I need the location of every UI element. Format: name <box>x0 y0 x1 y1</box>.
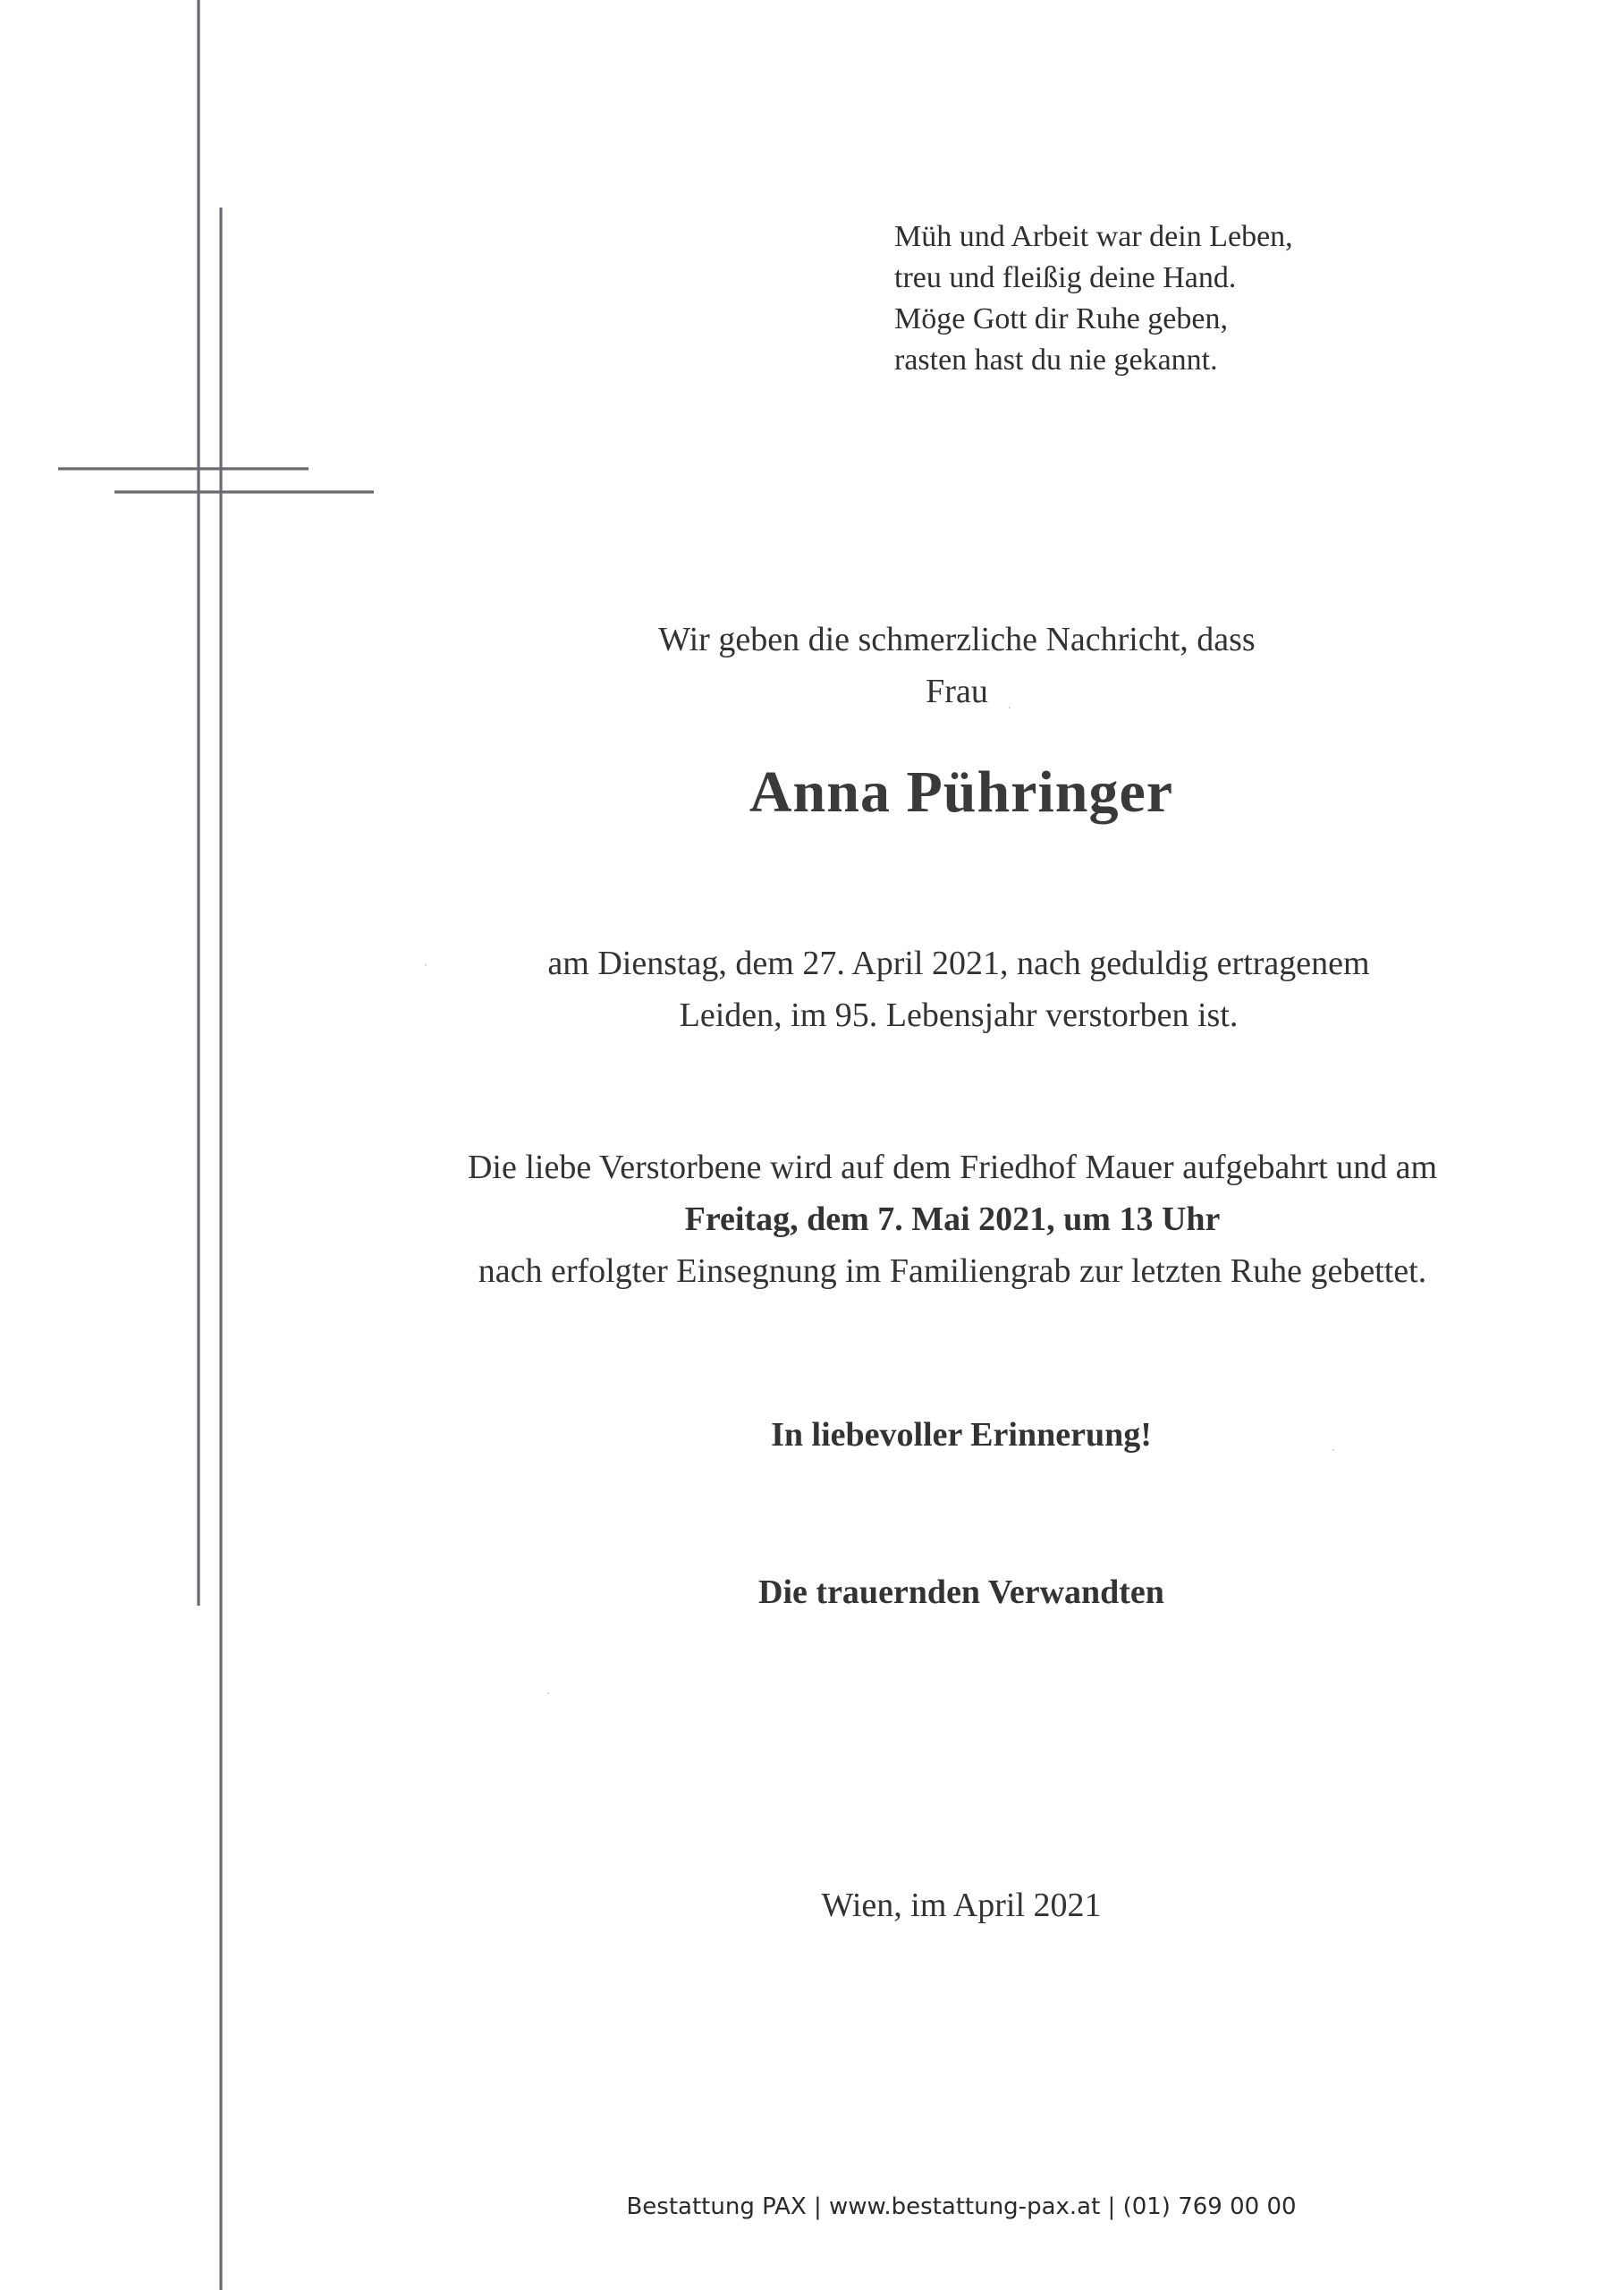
intro <box>0 614 1624 717</box>
funeral-details <box>0 1141 1624 1297</box>
funeral-home-footer: Bestattung PAX | www.bestattung-pax.at | (01) 769 00 00 <box>626 2193 1297 2220</box>
funeral-line: nach erfolgter Einsegnung im Familiengrab zur letzten Ruhe gebettet. <box>478 1252 1427 1290</box>
signature-relatives: Die trauernden Verwandten <box>758 1573 1164 1611</box>
death-notice-line: am Dienstag, dem 27. April 2021, nach geduldig ertragenem <box>547 945 1370 982</box>
funeral-line: Die liebe Verstorbene wird auf dem Friedhof Mauer aufgebahrt und am <box>467 1149 1438 1186</box>
poem-line: rasten hast du nie gekannt. <box>894 344 1218 377</box>
intro-salutation: Frau <box>926 673 988 710</box>
funeral-date-time: Freitag, dem 7. Mai 2021, um 13 Uhr <box>684 1200 1221 1238</box>
poem <box>894 216 1449 381</box>
intro-line: Wir geben die schmerzliche Nachricht, dass <box>658 621 1256 658</box>
poem-line: treu und fleißig deine Hand. <box>894 261 1237 294</box>
place-date: Wien, im April 2021 <box>821 1887 1102 1924</box>
scan-speck <box>547 1692 549 1694</box>
scan-speck <box>1009 707 1011 708</box>
death-notice <box>0 937 1624 1041</box>
deceased-name: Anna Pühringer <box>749 759 1174 825</box>
scan-speck <box>1332 1449 1334 1451</box>
poem-line: Möge Gott dir Ruhe geben, <box>894 302 1228 335</box>
remembrance-line: In liebevoller Erinnerung! <box>771 1416 1152 1454</box>
scan-speck <box>425 964 427 966</box>
death-notice-line: Leiden, im 95. Lebensjahr verstorben ist. <box>679 997 1239 1034</box>
poem-line: Müh und Arbeit war dein Leben, <box>894 220 1293 253</box>
